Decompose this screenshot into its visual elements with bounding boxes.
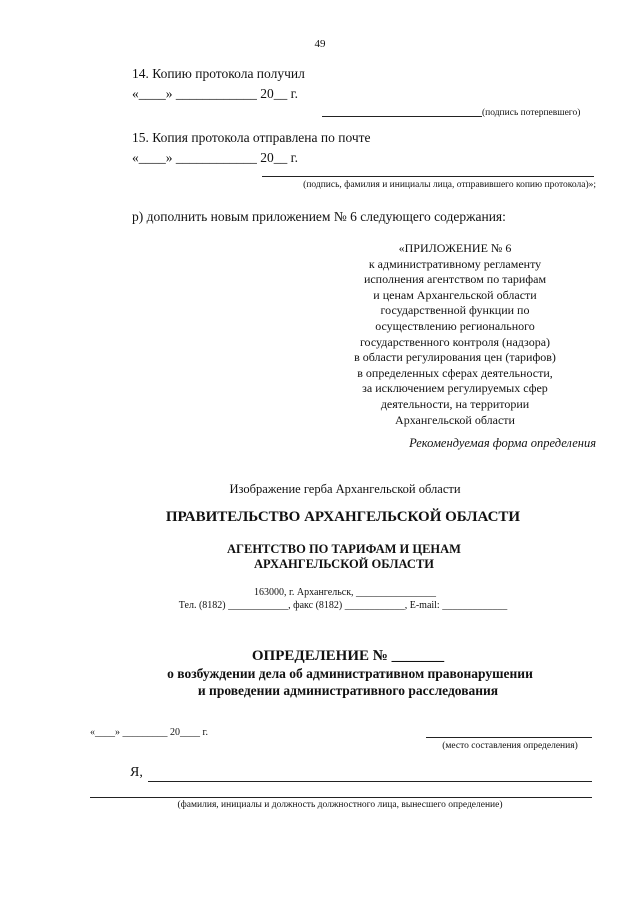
page-number: 49: [314, 38, 326, 50]
official-caption: (фамилия, инициалы и должность должностного лица, вынесшего определение): [177, 800, 503, 810]
appendix-line: государственной функции по: [380, 303, 530, 318]
item-14-signature-caption: (подпись потерпевшего): [482, 108, 581, 118]
appendix-line: «ПРИЛОЖЕНИЕ № 6: [398, 241, 512, 255]
appendix-header: [330, 241, 580, 428]
appendix-line: осуществлению регионального: [375, 318, 535, 333]
official-line-2: [90, 797, 592, 798]
place-line: [426, 737, 592, 738]
government-title: ПРАВИТЕЛЬСТВО АРХАНГЕЛЬСКОЙ ОБЛАСТИ: [165, 509, 521, 525]
item-15-signature-caption: (подпись, фамилия и инициалы лица, отправившего копию протокола)»;: [303, 180, 596, 190]
determination-subtitle-1: о возбуждении дела об административном правонарушении: [167, 666, 533, 681]
appendix-line: в определенных сферах деятельности,: [357, 365, 553, 380]
appendix-line: к административному регламенту: [368, 256, 542, 271]
contacts: Тел. (8182) ____________, факс (8182) ____________, E-mail: _____________: [178, 600, 508, 611]
appendix-line: государственного контроля (надзора): [359, 334, 551, 349]
appendix-line: за исключением регулируемых сфер: [362, 381, 548, 396]
place-caption: (место составления определения): [442, 741, 578, 751]
agency-line-2: АРХАНГЕЛЬСКОЙ ОБЛАСТИ: [254, 557, 434, 571]
item-15-date: «____» ____________ 20__ г.: [132, 150, 299, 165]
clause-p: р) дополнить новым приложением № 6 следующего содержания:: [132, 209, 506, 224]
item-14-date: «____» ____________ 20__ г.: [132, 86, 299, 101]
date-line: «____» _________ 20____ г.: [90, 727, 208, 738]
appendix-line: и ценам Архангельской области: [373, 287, 537, 302]
coat-of-arms-placeholder: Изображение герба Архангельской области: [229, 482, 461, 496]
determination-subtitle-2: и проведении административного расследования: [197, 683, 499, 698]
agency-line-1: АГЕНТСТВО ПО ТАРИФАМ И ЦЕНАМ: [227, 542, 461, 556]
item-15-title: 15. Копия протокола отправлена по почте: [132, 130, 371, 145]
address: 163000, г. Архангельск, ________________: [253, 587, 437, 598]
determination-title: ОПРЕДЕЛЕНИЕ № _______: [251, 648, 445, 664]
item-14-title: 14. Копию протокола получил: [132, 66, 305, 81]
appendix-line: деятельности, на территории: [380, 396, 530, 411]
appendix-line: исполнения агентством по тарифам: [363, 272, 547, 287]
appendix-line: в области регулирования цен (тарифов): [354, 350, 556, 365]
item-14-signature-line: [322, 116, 482, 117]
official-line-1: [148, 781, 592, 782]
i-label: Я,: [130, 765, 143, 780]
appendix-line: Архангельской области: [395, 412, 515, 427]
recommended-form: Рекомендуемая форма определения: [409, 436, 596, 450]
item-15-signature-line: [262, 176, 594, 177]
